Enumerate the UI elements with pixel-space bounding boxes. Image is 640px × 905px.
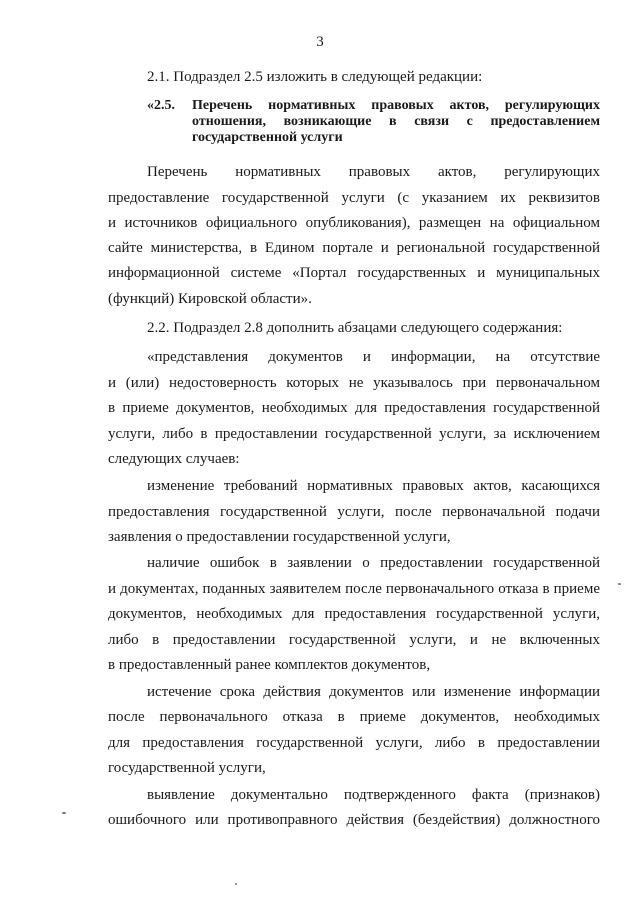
scan-speck (235, 883, 237, 885)
p6-line-4: либо в предоставлении государственной услуги, и не включенных (108, 632, 600, 648)
p6-line-1: наличие ошибок в заявлении о предоставлении государственной (147, 555, 600, 571)
p2-line-3: и источников официального опубликования), размещен на официальном (108, 215, 600, 231)
scan-speck (62, 812, 66, 814)
p4-line-3: в приеме документов, необходимых для предоставления государственной (108, 400, 600, 416)
p2-line-5: информационной системе «Портал государственных и муниципальных (108, 265, 600, 281)
p6-line-3: документов, необходимых для предоставления государственной услуги, (108, 606, 600, 622)
page-number: 3 (316, 34, 324, 50)
p2-line-6: (функций) Кировской области». (108, 291, 312, 307)
scan-speck (618, 583, 621, 585)
p7-line-3: для предоставления государственной услуги, либо в предоставлении (108, 735, 600, 751)
paragraph-2-1: 2.1. Подраздел 2.5 изложить в следующей редакции: (147, 69, 483, 85)
p7-line-2: после первоначального отказа в приеме документов, необходимых (108, 709, 600, 725)
p5-line-2: предоставления государственной услуги, после первоначальной подачи (108, 504, 600, 520)
section-number: «2.5. (147, 98, 175, 113)
p7-line-1: истечение срока действия документов или изменение информации (147, 684, 600, 700)
p5-line-3: заявления о предоставлении государственной услуги, (108, 529, 451, 545)
paragraph-2-2: 2.2. Подраздел 2.8 дополнить абзацами следующего содержания: (147, 320, 563, 336)
p2-line-2: предоставление государственной услуги (с указанием их реквизитов (108, 190, 600, 206)
p6-line-5: в предоставленный ранее комплектов документов, (108, 657, 431, 673)
p5-line-1: изменение требований нормативных правовых актов, касающихся (147, 478, 600, 494)
p2-line-4: сайте министерства, в Едином портале и региональной государственной (108, 240, 600, 256)
p4-line-4: услуги, либо в предоставлении государственной услуги, за исключением (108, 426, 600, 442)
p4-line-1: «представления документов и информации, на отсутствие (147, 349, 600, 365)
p2-line-1: Перечень нормативных правовых актов, регулирующих (147, 164, 600, 180)
p6-line-2: и документах, поданных заявителем после первоначального отказа в приеме (108, 581, 600, 597)
p4-line-5: следующих случаев: (108, 451, 240, 467)
p4-line-2: и (или) недостоверность которых не указывалось при первоначальном (108, 375, 600, 391)
section-title: Перечень нормативных правовых актов, регулирующих отношения, возникающие в связи с предоставлением государственной услуги (192, 98, 600, 145)
p8-line-1: выявление документально подтвержденного факта (признаков) (147, 787, 600, 803)
p7-line-4: государственной услуги, (108, 760, 266, 776)
p8-line-2: ошибочного или противоправного действия (бездействия) должностного (108, 812, 600, 828)
